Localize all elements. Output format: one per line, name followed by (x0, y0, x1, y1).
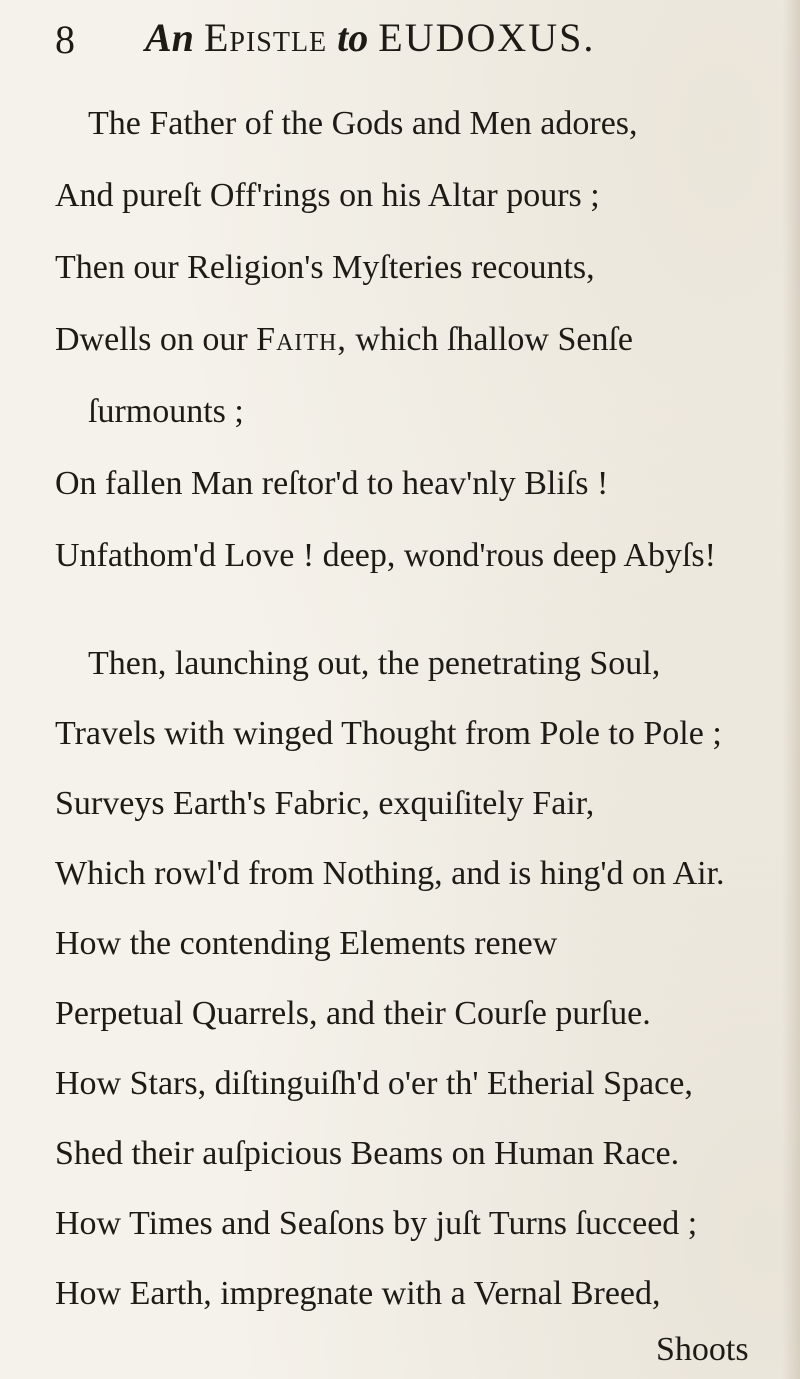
verse-line: Travels with winged Thought from Pole to Pole ; (55, 715, 722, 752)
verse-text: Dwells on our (55, 321, 248, 358)
page-edge-shadow (782, 0, 800, 1379)
title-epistle: Epistle (203, 15, 328, 60)
verse-line: The Father of the Gods and Men adores, (88, 105, 638, 142)
verse-line: And pureſt Off'rings on his Altar pours ; (55, 177, 600, 214)
verse-line: Perpetual Quarrels, and their Courſe purſue. (55, 995, 651, 1032)
running-title (145, 15, 596, 60)
verse-line: Surveys Earth's Fabric, exquiſitely Fair, (55, 785, 595, 822)
verse-text: which ſhallow Senſe (355, 321, 634, 358)
verse-line: How Times and Seaſons by juſt Turns ſucceed ; (55, 1205, 698, 1242)
verse-line: Shed their auſpicious Beams on Human Race. (55, 1135, 680, 1172)
verse-line: How Earth, impregnate with a Vernal Breed, (55, 1275, 661, 1312)
page-number: 8 (55, 17, 75, 62)
verse-line: On fallen Man reſtor'd to heav'nly Bliſs ! (55, 465, 609, 502)
title-name: EUDOXUS. (378, 15, 596, 60)
verse-line: Then, launching out, the penetrating Soul, (88, 645, 661, 682)
verse-line: Which rowl'd from Nothing, and is hing'd on Air. (55, 855, 725, 892)
verse-line: How the contending Elements renew (55, 925, 558, 962)
verse-line: ſurmounts ; (88, 393, 244, 430)
title-to: to (337, 15, 369, 60)
title-an: An (145, 15, 194, 60)
verse-line: How Stars, diſtinguiſh'd o'er th' Etherial Space, (55, 1065, 693, 1102)
verse-line: Unfathom'd Love ! deep, wond'rous deep Abyſs! (55, 537, 716, 574)
verse-line-faith (55, 320, 633, 360)
catchword: Shoots (656, 1331, 749, 1368)
running-header (55, 15, 775, 78)
faith-word: Faith, (256, 321, 347, 358)
verse-line: Then our Religion's Myſteries recounts, (55, 249, 595, 286)
